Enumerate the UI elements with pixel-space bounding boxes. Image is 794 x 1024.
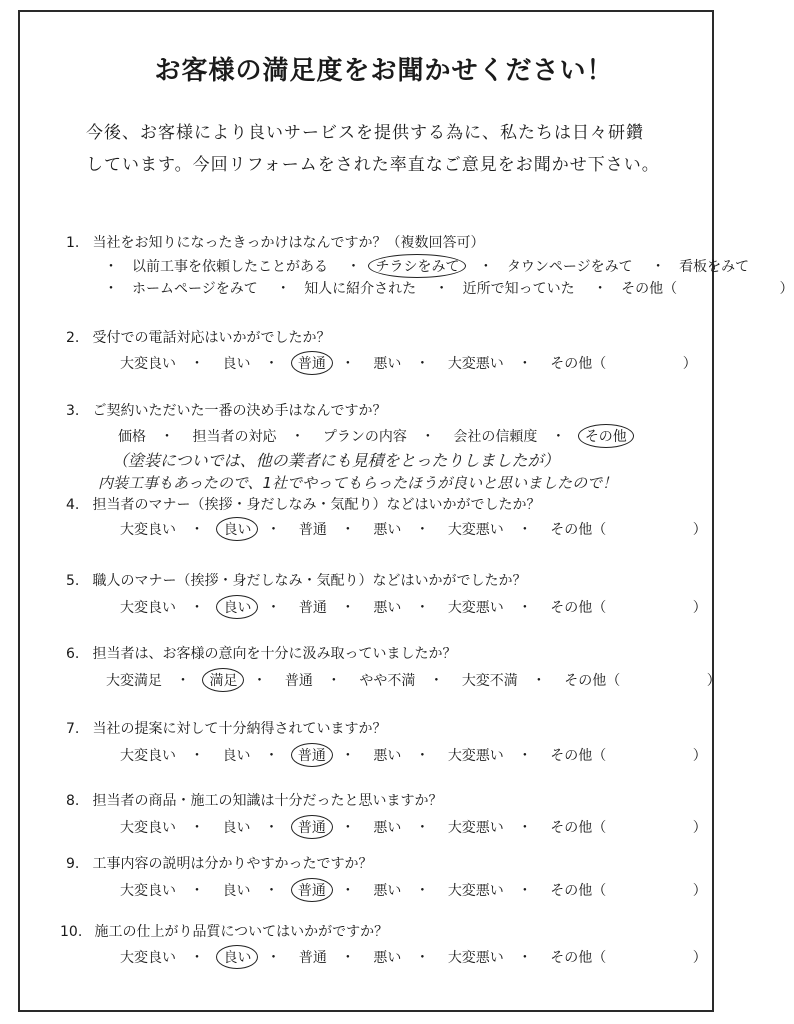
question-text: 施工の仕上がり品質についてはいかがですか？ bbox=[94, 924, 389, 940]
option[interactable]: 大変良い bbox=[120, 748, 176, 764]
option[interactable]: 普通 bbox=[284, 673, 313, 689]
option-selected[interactable]: 良い bbox=[216, 595, 258, 619]
question-10 bbox=[60, 921, 388, 941]
q9-options: 大変良い ・ 良い ・ 普通 ・ 悪い ・ 大変悪い ・ その他（ ） bbox=[118, 880, 707, 900]
q2-options: 大変良い ・ 良い ・ 普通 ・ 悪い ・ 大変悪い ・ その他（ ） bbox=[118, 353, 697, 373]
option-other[interactable]: その他（ bbox=[550, 600, 607, 616]
option[interactable]: 良い bbox=[222, 356, 251, 372]
option[interactable]: 大変悪い bbox=[447, 883, 504, 899]
q7-options: 大変良い ・ 良い ・ 普通 ・ 悪い ・ 大変悪い ・ その他（ ） bbox=[118, 745, 707, 765]
option[interactable]: 価格 bbox=[118, 429, 146, 445]
option-selected[interactable]: その他 bbox=[578, 424, 634, 448]
option-other-close: ） bbox=[692, 883, 707, 899]
question-number: 5. bbox=[66, 573, 80, 589]
intro-line-1: 今後、お客様により良いサービスを提供する為に、私たちは日々研鑽 bbox=[86, 123, 644, 143]
question-text: 担当者の商品・施工の知識は十分だったと思いますか？ bbox=[92, 793, 443, 809]
question-3 bbox=[66, 400, 386, 420]
option[interactable]: 悪い bbox=[373, 820, 402, 836]
option-other-close: ） bbox=[692, 600, 707, 616]
option-other[interactable]: その他（ bbox=[621, 281, 678, 297]
q5-options: 大変良い ・ 良い ・ 普通 ・ 悪い ・ 大変悪い ・ その他（ ） bbox=[118, 597, 707, 617]
option-selected[interactable]: チラシをみて bbox=[368, 254, 466, 278]
page-title: お客様の満足度をお聞かせください！ bbox=[154, 56, 614, 86]
option-other-close: ） bbox=[692, 748, 707, 764]
option[interactable]: 以前工事を依頼したことがある bbox=[132, 259, 328, 275]
option[interactable]: 良い bbox=[222, 748, 251, 764]
q1-options-row-1: ・ 以前工事を依頼したことがある ・ チラシをみて ・ タウンページをみて ・ 看板をみて bbox=[92, 256, 751, 276]
question-number: 2. bbox=[66, 330, 80, 346]
question-text: 当社の提案に対して十分納得されていますか？ bbox=[92, 721, 387, 737]
option-other-close: ） bbox=[692, 522, 707, 538]
option[interactable]: 悪い bbox=[373, 356, 402, 372]
option[interactable]: 大変不満 bbox=[461, 673, 518, 689]
question-4 bbox=[66, 494, 540, 514]
question-5 bbox=[66, 570, 526, 590]
option-other-close: ） bbox=[706, 673, 721, 689]
question-number: 7. bbox=[66, 721, 80, 737]
question-number: 6. bbox=[66, 646, 80, 662]
option-selected[interactable]: 普通 bbox=[291, 878, 333, 902]
option[interactable]: 悪い bbox=[373, 883, 402, 899]
q6-options: 大変満足 ・ 満足 ・ 普通 ・ やや不満 ・ 大変不満 ・ その他（ ） bbox=[104, 670, 721, 690]
intro-line-2: しています。今回リフォームをされた率直なご意見をお聞かせ下さい。 bbox=[86, 155, 660, 175]
option[interactable]: 大変悪い bbox=[447, 356, 504, 372]
option[interactable]: 普通 bbox=[298, 950, 327, 966]
option[interactable]: 大変悪い bbox=[447, 522, 504, 538]
question-text: 担当者は、お客様の意向を十分に汲み取っていましたか？ bbox=[92, 646, 457, 662]
option-other[interactable]: その他（ bbox=[550, 522, 607, 538]
option[interactable]: 普通 bbox=[298, 600, 327, 616]
question-2 bbox=[66, 327, 330, 347]
option[interactable]: 悪い bbox=[373, 600, 402, 616]
option[interactable]: 大変良い bbox=[120, 820, 176, 836]
question-1 bbox=[66, 232, 484, 252]
option-other[interactable]: その他（ bbox=[550, 950, 607, 966]
option[interactable]: 悪い bbox=[373, 748, 402, 764]
option[interactable]: 大変悪い bbox=[447, 748, 504, 764]
question-9 bbox=[66, 853, 372, 873]
option[interactable]: 良い bbox=[222, 820, 251, 836]
option[interactable]: 大変良い bbox=[120, 600, 176, 616]
option-other-close: ） bbox=[779, 281, 794, 297]
option[interactable]: 大変悪い bbox=[447, 600, 504, 616]
q3-options: 価格 ・ 担当者の対応 ・ プランの内容 ・ 会社の信頼度 ・ その他 bbox=[116, 426, 630, 446]
option[interactable]: 大変良い bbox=[120, 522, 176, 538]
option-selected[interactable]: 普通 bbox=[291, 815, 333, 839]
question-8 bbox=[66, 790, 442, 810]
option-other[interactable]: その他（ bbox=[550, 356, 607, 372]
q1-options-row-2: ・ ホームページをみて ・ 知人に紹介された ・ 近所で知っていた ・ その他（ ） bbox=[92, 278, 794, 298]
handwritten-comment-line-1: （塗装についでは、他の業者にも見積をとったりしましたが） bbox=[112, 451, 560, 470]
option[interactable]: プランの内容 bbox=[322, 429, 407, 445]
option[interactable]: 大変良い bbox=[120, 883, 176, 899]
question-text: 担当者のマナー（挨拶・身だしなみ・気配り）などはいかがでしたか？ bbox=[92, 497, 541, 513]
option-other-close: ） bbox=[692, 950, 707, 966]
option[interactable]: 普通 bbox=[298, 522, 327, 538]
option-other-close: ） bbox=[692, 820, 707, 836]
option-selected[interactable]: 良い bbox=[216, 517, 258, 541]
option[interactable]: ホームページをみて bbox=[132, 281, 258, 297]
option[interactable]: 大変悪い bbox=[447, 820, 504, 836]
option[interactable]: 近所で知っていた bbox=[462, 281, 575, 297]
option[interactable]: 大変良い bbox=[120, 356, 176, 372]
question-number: 4. bbox=[66, 497, 80, 513]
option-selected[interactable]: 良い bbox=[216, 945, 258, 969]
question-number: 8. bbox=[66, 793, 80, 809]
option[interactable]: 大変良い bbox=[120, 950, 176, 966]
question-text: 受付での電話対応はいかがでしたか？ bbox=[92, 330, 331, 346]
question-number: 10. bbox=[60, 924, 83, 940]
option-selected[interactable]: 普通 bbox=[291, 351, 333, 375]
option[interactable]: 大変悪い bbox=[447, 950, 504, 966]
q8-options: 大変良い ・ 良い ・ 普通 ・ 悪い ・ 大変悪い ・ その他（ ） bbox=[118, 817, 707, 837]
option[interactable]: 会社の信頼度 bbox=[453, 429, 538, 445]
option-other-close: ） bbox=[682, 356, 697, 372]
question-text: 職人のマナー（挨拶・身だしなみ・気配り）などはいかがでしたか？ bbox=[92, 573, 527, 589]
option[interactable]: 悪い bbox=[373, 950, 402, 966]
option-other[interactable]: その他（ bbox=[550, 883, 607, 899]
option[interactable]: 知人に紹介された bbox=[304, 281, 417, 297]
question-number: 1. bbox=[66, 235, 80, 251]
option[interactable]: 良い bbox=[222, 883, 251, 899]
q10-options: 大変良い ・ 良い ・ 普通 ・ 悪い ・ 大変悪い ・ その他（ ） bbox=[118, 947, 707, 967]
question-text: ご契約いただいた一番の決め手はなんですか？ bbox=[92, 403, 387, 419]
question-text: 工事内容の説明は分かりやすかったですか？ bbox=[92, 856, 373, 872]
option-selected[interactable]: 普通 bbox=[291, 743, 333, 767]
question-number: 9. bbox=[66, 856, 80, 872]
option[interactable]: タウンページをみて bbox=[506, 259, 633, 275]
option[interactable]: やや不満 bbox=[359, 673, 416, 689]
option-other[interactable]: その他（ bbox=[550, 820, 607, 836]
option-other[interactable]: その他（ bbox=[564, 673, 621, 689]
q4-options: 大変良い ・ 良い ・ 普通 ・ 悪い ・ 大変悪い ・ その他（ ） bbox=[118, 519, 707, 539]
handwritten-comment-line-2: 内装工事もあったので、1社でやってもらったほうが良いと思いましたので！ bbox=[98, 474, 618, 492]
option[interactable]: 大変満足 bbox=[106, 673, 162, 689]
option[interactable]: 担当者の対応 bbox=[192, 429, 277, 445]
option-selected[interactable]: 満足 bbox=[202, 668, 244, 692]
option[interactable]: 看板をみて bbox=[679, 259, 750, 275]
question-number: 3. bbox=[66, 403, 80, 419]
option-other[interactable]: その他（ bbox=[550, 748, 607, 764]
question-7 bbox=[66, 718, 386, 738]
question-text: 当社をお知りになったきっかけはなんですか？（複数回答可） bbox=[92, 235, 485, 251]
question-6 bbox=[66, 643, 456, 663]
option[interactable]: 悪い bbox=[373, 522, 402, 538]
